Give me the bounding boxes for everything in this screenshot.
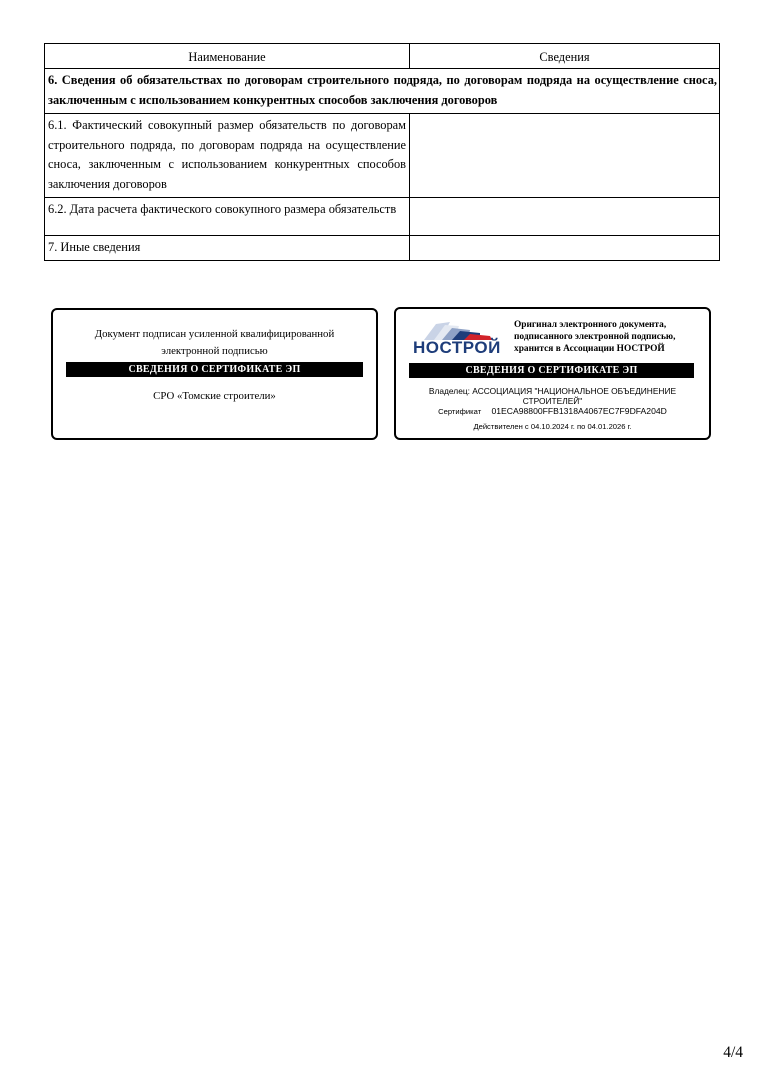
stamp-left-owner: СРО «Томские строители» xyxy=(153,390,276,402)
row-6-2-value xyxy=(410,198,720,236)
table-row xyxy=(45,113,720,197)
stamp-left-heading xyxy=(63,326,366,359)
stamp-left-bar: СВЕДЕНИЯ О СЕРТИФИКАТЕ ЭП xyxy=(66,362,363,377)
header-info: Сведения xyxy=(410,44,720,69)
certificate-owner: Владелец: АССОЦИАЦИЯ "НАЦИОНАЛЬНОЕ ОБЪЕДИНЕНИЕ СТРОИТЕЛЕЙ" xyxy=(428,386,677,406)
row-6-1-value xyxy=(410,113,720,197)
original-note-line2: подписанного электронной подписью, xyxy=(514,331,676,342)
signature-stamp-left xyxy=(51,308,378,440)
stamp-right-bar: СВЕДЕНИЯ О СЕРТИФИКАТЕ ЭП xyxy=(409,363,694,378)
section-6-title: 6. Сведения об обязательствах по договорам строительного подряда, по договорам подряда на осуществление сноса, заключенным с использованием конкурентных способов заключения договоров xyxy=(45,69,720,114)
table-row xyxy=(45,198,720,236)
table-row xyxy=(45,236,720,261)
table-header-row xyxy=(45,44,720,69)
certificate-number: 01ECA98800FFB1318A4067EC7F9DFA204D xyxy=(491,406,667,416)
row-7-value xyxy=(410,236,720,261)
stamp-left-line1: Документ подписан усиленной квалифицированной xyxy=(94,328,335,340)
original-note xyxy=(514,320,704,355)
stamp-left-line2: электронной подписью xyxy=(161,344,268,357)
page-number: 4/4 xyxy=(723,1044,743,1061)
certificate-label: Сертификат xyxy=(438,407,482,416)
row-6-1-name: 6.1. Фактический совокупный размер обязательств по договорам строительного подряда, по договорам подряда на осуществление сноса, заключенным с использованием конкурентных способов заключения договоров xyxy=(45,113,410,197)
certificate-validity: Действителен с 04.10.2024 г. по 04.01.2026 г. xyxy=(473,422,632,431)
logo-text: НОСТРОЙ xyxy=(413,338,501,357)
header-name: Наименование xyxy=(45,44,410,69)
certificate-line xyxy=(404,406,701,416)
signature-stamp-right xyxy=(394,307,711,440)
info-table xyxy=(44,43,720,261)
original-note-line3: хранится в Ассоциации НОСТРОЙ xyxy=(514,343,665,354)
row-7-name: 7. Иные сведения xyxy=(45,236,410,261)
original-note-line1: Оригинал электронного документа, xyxy=(514,320,667,330)
section-6-row xyxy=(45,69,720,114)
row-6-2-name: 6.2. Дата расчета фактического совокупного размера обязательств xyxy=(45,198,410,236)
